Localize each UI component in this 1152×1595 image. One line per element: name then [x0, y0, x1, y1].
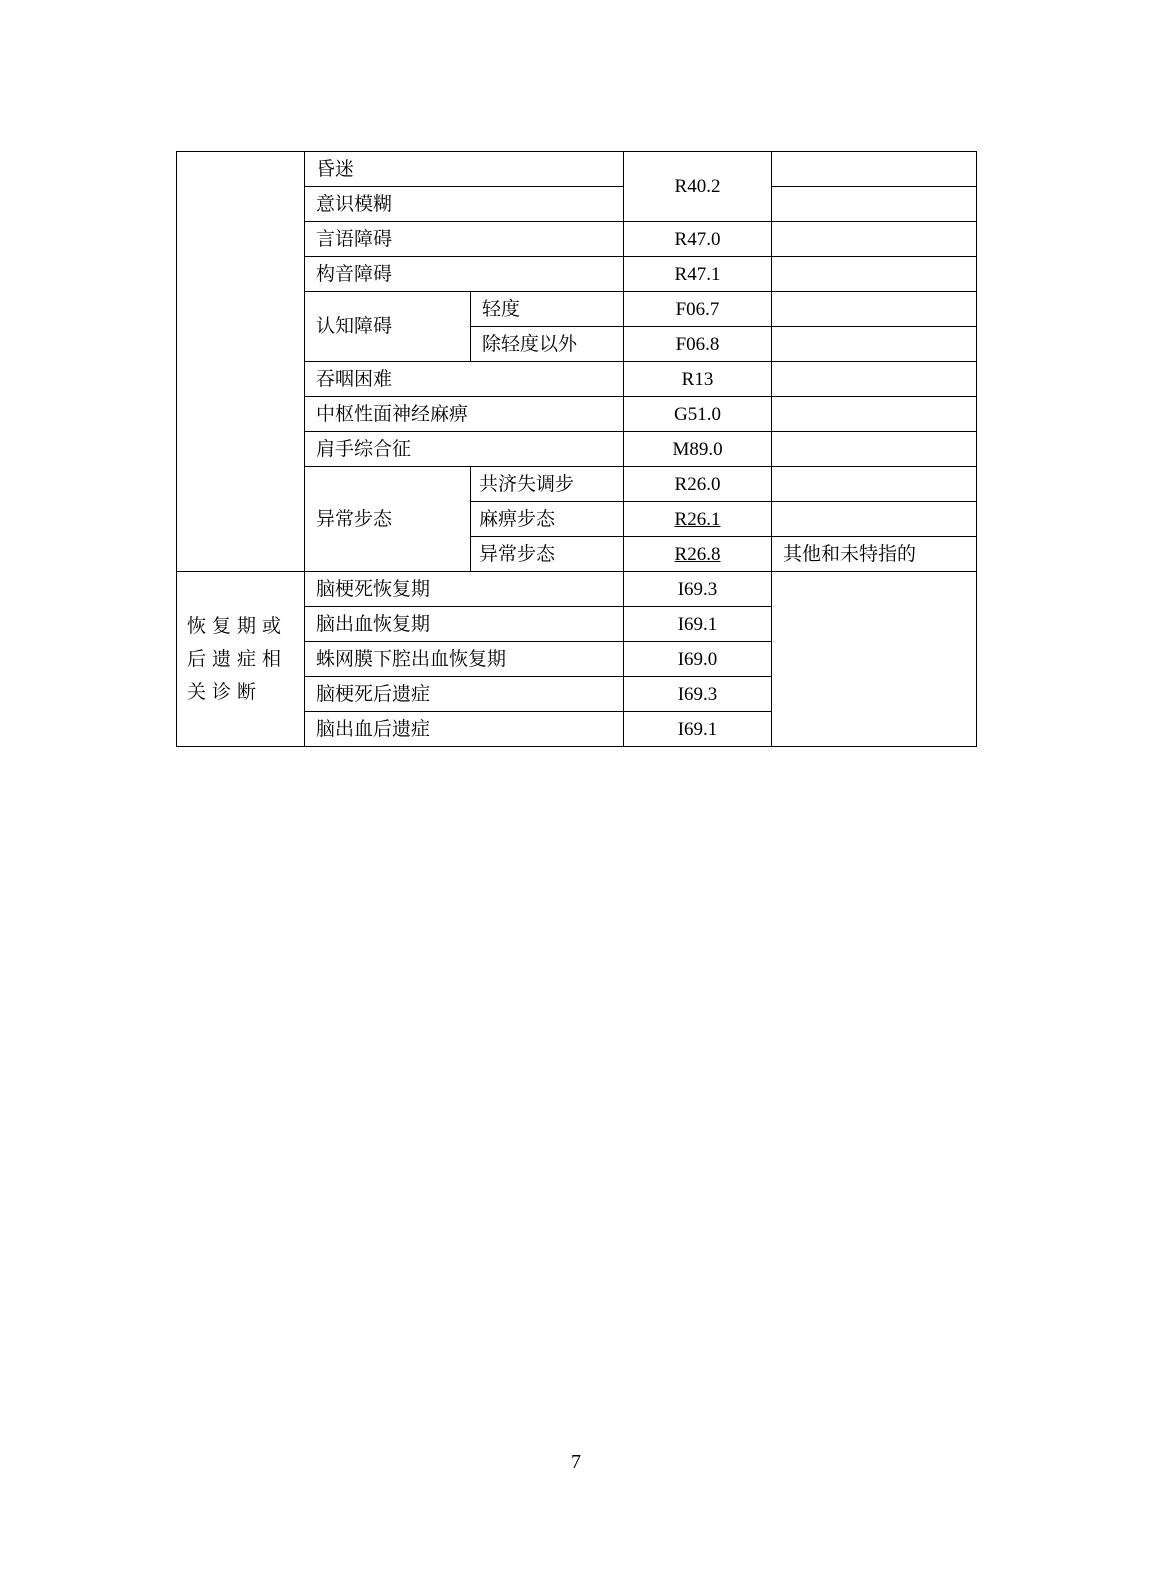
- recovery-category: 恢复期或后遗症相关诊断: [177, 572, 305, 747]
- table-row: [177, 572, 977, 607]
- icd-code: G51.0: [624, 397, 772, 432]
- diagnosis-name: 肩手综合征: [305, 432, 624, 467]
- note-cell: [772, 292, 977, 327]
- note-cell: [772, 467, 977, 502]
- note-cell: [772, 327, 977, 362]
- icd-code: F06.7: [624, 292, 772, 327]
- note-cell: [772, 432, 977, 467]
- category-cell-empty: [177, 152, 305, 572]
- icd-code: R26.0: [624, 467, 772, 502]
- icd-code: [624, 502, 772, 537]
- table-row: [177, 152, 977, 187]
- note-cell: [772, 187, 977, 222]
- icd-code: R47.0: [624, 222, 772, 257]
- diagnosis-name: 脑出血恢复期: [305, 607, 624, 642]
- note-cell: [772, 257, 977, 292]
- note-cell: [772, 572, 977, 747]
- note-cell: [772, 222, 977, 257]
- note-cell: 其他和未特指的: [772, 537, 977, 572]
- diagnosis-name: 脑梗死恢复期: [305, 572, 624, 607]
- icd-code: R40.2: [624, 152, 772, 222]
- icd-code-text: R26.1: [674, 508, 721, 530]
- diagnosis-name: 脑出血后遗症: [305, 712, 624, 747]
- diagnosis-subtype: 麻痹步态: [471, 502, 624, 537]
- diagnosis-name: 脑梗死后遗症: [305, 677, 624, 712]
- diagnosis-name: 吞咽困难: [305, 362, 624, 397]
- icd-code: I69.3: [624, 677, 772, 712]
- icd-code: F06.8: [624, 327, 772, 362]
- note-cell: [772, 502, 977, 537]
- diagnosis-name: 构音障碍: [305, 257, 624, 292]
- icd-code: R47.1: [624, 257, 772, 292]
- diagnosis-name: 昏迷: [305, 152, 624, 187]
- diagnosis-group-name: 认知障碍: [305, 292, 471, 362]
- diagnosis-name: 言语障碍: [305, 222, 624, 257]
- page-number: 7: [571, 1451, 581, 1473]
- note-cell: [772, 362, 977, 397]
- icd-code: I69.3: [624, 572, 772, 607]
- icd-code: I69.1: [624, 712, 772, 747]
- diagnosis-name: 意识模糊: [305, 187, 624, 222]
- diagnosis-name: 中枢性面神经麻痹: [305, 397, 624, 432]
- note-cell: [772, 397, 977, 432]
- icd-code: I69.0: [624, 642, 772, 677]
- icd-code: [624, 537, 772, 572]
- diagnosis-subtype: 轻度: [471, 292, 624, 327]
- icd-code: M89.0: [624, 432, 772, 467]
- icd-code: I69.1: [624, 607, 772, 642]
- diagnosis-code-table: [176, 151, 977, 747]
- diagnosis-subtype: 共济失调步: [471, 467, 624, 502]
- note-cell: [772, 152, 977, 187]
- icd-code: R13: [624, 362, 772, 397]
- diagnosis-group-name: 异常步态: [305, 467, 471, 572]
- icd-code-text: R26.8: [674, 543, 721, 565]
- diagnosis-name: 蛛网膜下腔出血恢复期: [305, 642, 624, 677]
- diagnosis-subtype: 异常步态: [471, 537, 624, 572]
- diagnosis-subtype: 除轻度以外: [471, 327, 624, 362]
